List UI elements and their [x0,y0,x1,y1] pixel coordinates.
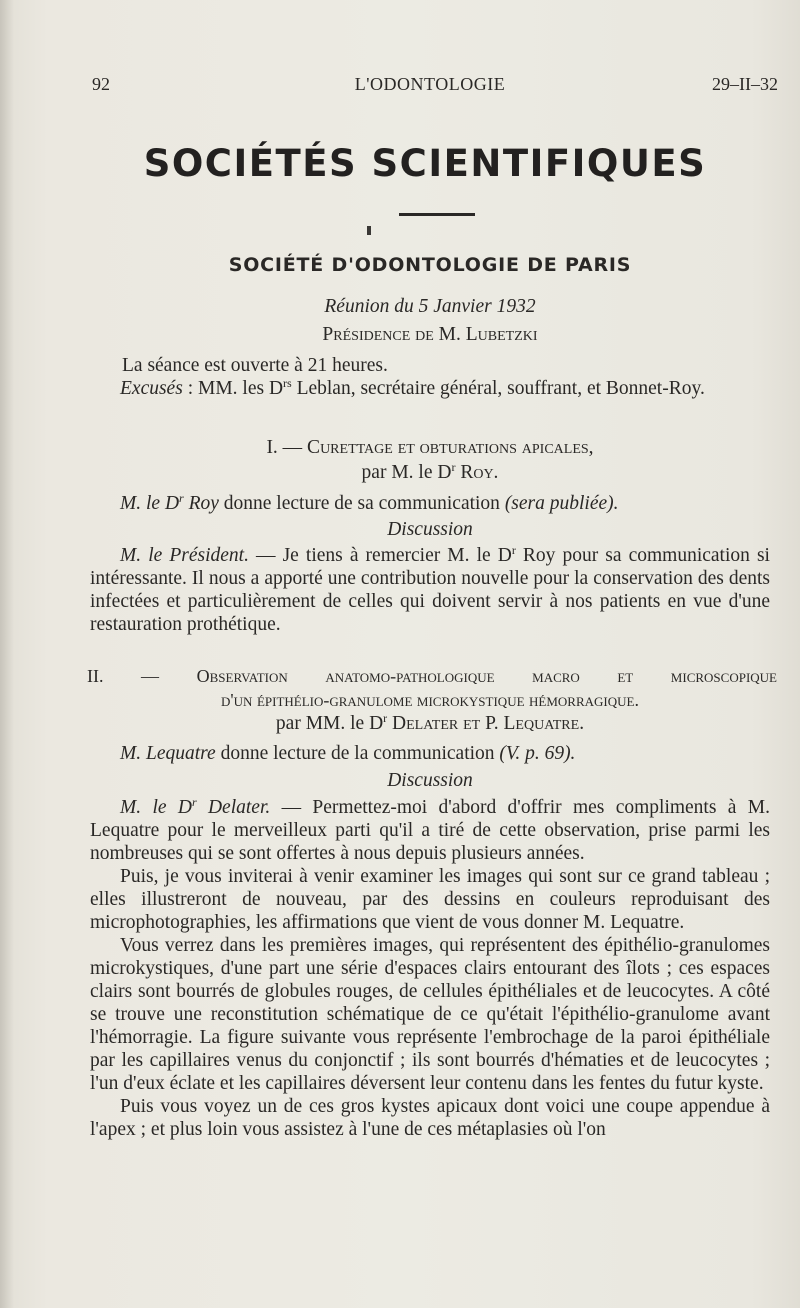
journal-title: L'ODONTOLOGIE [354,74,506,94]
item1-president-text [90,544,770,636]
delater-sup: r [191,795,197,809]
item1-heading-1 [90,436,770,459]
excuses-sup: rs [283,376,292,390]
item1-discussion [90,518,770,541]
item1-author-sup: r [451,460,456,474]
opening-text: La séance est ouverte à 21 heures. [122,355,388,376]
item1-author-pre: par M. le D [361,462,452,483]
item2-author-names: Delater et P. Lequatre. [387,713,585,734]
item1-author-name: Roy. [455,462,499,483]
title-rule [399,213,475,216]
president-text-post: Roy pour sa communication si intéressante. Il nous a apporté une contribution nouvelle pour la conservation des dents infectées et particulièrement de celles qui doivent servir à nos patients en vue d'une restauration prothétique. [90,545,770,635]
item2-heading-1 [87,665,777,688]
item2-title-2: d'un épithélio-granulome microkystique hémorragique. [221,690,639,710]
page-edge-shadow [0,0,14,1308]
item1-reading-name: Roy [183,493,219,514]
item2-reading-ref: (V. p. 69). [499,743,576,764]
president-sup: r [511,543,516,557]
delater-text-1: — Permettez-moi d'abord d'offrir mes compliments à M. Lequatre pour le merveilleux parti qu'il a tiré de cette observation, prise parmi les nombreuses qui se sont offertes à nous depuis plusieurs années. [90,797,770,864]
item1-reading-sup: r [179,491,184,505]
item2-reading-text: donne lecture de la communication [215,743,500,764]
item1-reading-text: donne lecture de sa communication [218,493,505,514]
item2-heading-2 [90,689,770,712]
excuses-intro: : MM. les D [182,378,284,399]
item2-author-pre: par MM. le D [275,713,384,734]
issue-date: 29–II–32 [712,74,778,94]
delater-paragraph-1 [90,796,770,865]
item1-title: I. — Curettage et obturations apicales, [266,437,594,458]
meeting-date [90,295,770,318]
item1-reading-pre: M. le D [120,493,180,514]
item2-body [90,796,770,1141]
delater-paragraph-4: Puis vous voyez un de ces gros kystes apicaux dont voici une coupe appendue à l'apex ; et plus loin vous assistez à l'une de ces métaplasies où l'on [90,1096,770,1140]
item1-reading-note: (sera publiée). [504,493,619,514]
page-number: 92 [92,74,110,94]
item1-heading-2 [90,461,770,484]
item2-discussion-label: Discussion [387,770,473,791]
running-head [90,73,778,97]
excuses-label: Excusés [120,378,183,399]
delater-label-post: Delater. [196,797,271,818]
excuses-paragraph [90,377,770,400]
delater-label-pre: M. le D [120,797,192,818]
item2-reading-name: M. Lequatre [120,743,216,764]
president-label: M. le Président. [120,545,249,566]
excuses-names: Leblan, secrétaire général, souffrant, et Bonnet-Roy. [291,378,705,399]
item2-reading [120,742,770,765]
delater-paragraph-3: Vous verrez dans les premières images, qui représentent des épithélio-granulomes microkystiques, d'une part une série d'espaces clairs entourant des îlots ; ces espaces clairs sont bourrés de globules rouges, de cellules épithéliales et de leucocytes. A côté se trouve une reconstitution schématique de ce qu'était l'épithélio-granulome avant l'hémorragie. La figure suivante vous représente l'embrochage de la paroi épithéliale par les capillaires venus du conjonctif ; ils sont bourrés d'hématies et de leucocytes ; l'un d'eux éclate et les capillaires déversent leur contenu dans les fentes du futur kyste. [90,935,770,1094]
item1-discussion-label: Discussion [387,519,473,540]
decorative-mark [367,226,371,235]
item2-heading-3 [90,712,770,735]
reunion-text: Réunion du 5 Janvier 1932 [324,296,536,317]
presidence [90,323,770,346]
delater-paragraph-2: Puis, je vous inviterai à venir examiner les images qui sont sur ce grand tableau ; elles illustreront de nouveau, par des dessins en couleurs reproduisant des microphotographies, les affirmations que vient de vous donner M. Lequatre. [90,866,770,933]
excuses-text [90,377,770,400]
president-text-pre: — Je tiens à remercier M. le D [248,545,512,566]
opening-line [122,354,770,377]
section-title: SOCIÉTÉS SCIENTIFIQUES [143,142,707,185]
item2-title-1: II. — Observation anatomo-pathologique macro et microscopique [87,666,777,686]
item1-reading [120,492,770,515]
item1-president-paragraph [90,544,770,636]
presidence-text: Présidence de M. Lubetzki [322,324,538,345]
item2-author-sup: r [383,711,388,725]
society-heading: SOCIÉTÉ D'ODONTOLOGIE DE PARIS [228,254,632,276]
item2-discussion [90,769,770,792]
